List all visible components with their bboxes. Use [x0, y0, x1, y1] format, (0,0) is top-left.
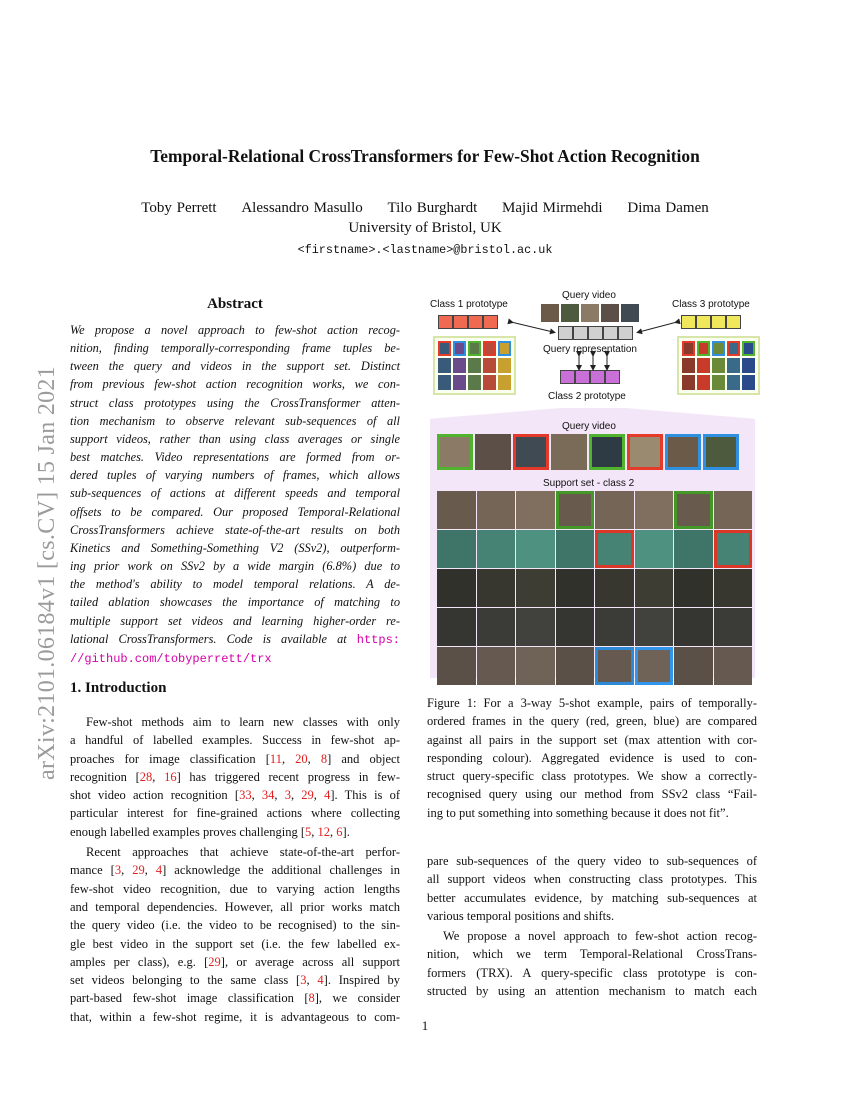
support-frame — [437, 491, 476, 529]
text-line: gle best video in the support set (i.e. the few labelled ex- — [70, 936, 400, 951]
section-heading-introduction: 1. Introduction — [70, 680, 167, 696]
video-frame-thumbnail — [727, 341, 740, 356]
class3-support-frames — [677, 336, 760, 395]
abstract-line: tween the query and videos in the support set. Distinct — [70, 359, 400, 374]
support-frame — [437, 569, 476, 607]
video-frame-thumbnail — [438, 375, 451, 390]
video-frame-thumbnail — [453, 375, 466, 390]
video-frame-thumbnail — [498, 358, 511, 373]
support-frame — [635, 569, 674, 607]
author-list — [0, 200, 850, 217]
query-frame — [589, 434, 625, 470]
text-line: struct query-specific class prototypes. We show a correctly- — [427, 769, 757, 784]
query-frame — [513, 434, 549, 470]
video-frame-thumbnail — [468, 375, 481, 390]
query-frame — [665, 434, 701, 470]
label-class2-prototype: Class 2 prototype — [548, 391, 626, 402]
text-line: enough labelled examples proves challenging [5, 12, 6]. — [70, 824, 350, 839]
support-frame — [595, 530, 634, 568]
text-line: ordered frames in the query (red, green, blue) are compared — [427, 714, 757, 729]
support-frame — [674, 569, 713, 607]
text-line: set videos belonging to the same class [3, 4]. Inspired by — [70, 973, 400, 988]
video-frame-thumbnail — [727, 375, 740, 390]
video-frame-thumbnail — [682, 375, 695, 390]
support-frame — [437, 608, 476, 646]
query-frame — [627, 434, 663, 470]
abstract-line: Kinetics and Something-Something V2 (SSv2), outperform- — [70, 540, 400, 555]
support-frame — [477, 608, 516, 646]
support-video-row — [437, 647, 752, 685]
support-frame — [556, 608, 595, 646]
support-frame — [674, 647, 713, 685]
text-line: few-shot video recognition, due to varying action lengths — [70, 881, 400, 896]
page-number: 1 — [421, 1018, 429, 1033]
text-line: shot video action recognition [33, 34, 3, 29, 4]. This is of — [70, 788, 401, 803]
right-column-para1 — [427, 852, 757, 925]
text-line: We propose a novel approach to few-shot action recog- — [443, 929, 757, 943]
label-query-video: Query video — [562, 421, 616, 432]
abstract-line: sub-sequences of actions at different speeds and temporal — [70, 486, 400, 501]
abstract-line: support videos, rather than using class averages or single — [70, 431, 400, 446]
text-line: proaches for image classification [11, 20, 8] and object — [70, 751, 401, 766]
text-line: that, within a few-shot regime, it is advantageous to com- — [70, 1009, 400, 1024]
abstract-line: the method's ability to model temporal relations. A de- — [70, 577, 400, 592]
support-video-row — [437, 608, 752, 646]
figure-1 — [427, 288, 758, 678]
support-frame — [516, 647, 555, 685]
support-frame — [714, 530, 753, 568]
abstract-line: best matches. Video representations are formed from or- — [70, 450, 400, 465]
text-line: mance [3, 29, 4] acknowledge the additional challenges in — [70, 863, 401, 878]
support-video-row — [437, 530, 752, 568]
paper-title: Temporal-Relational CrossTransformers for Few-Shot Action Recognition — [150, 146, 700, 166]
video-frame-thumbnail — [498, 375, 511, 390]
text-line: Few-shot methods aim to learn new classes with only — [86, 715, 400, 729]
video-frame-thumbnail — [712, 358, 725, 373]
text-line: amples per class), e.g. [29], or average across all support — [70, 954, 400, 969]
text-line: against all pairs in the support set (max attention with cor- — [427, 732, 757, 747]
video-frame-thumbnail — [483, 341, 496, 356]
video-frame-thumbnail — [468, 341, 481, 356]
author-name: Majid Mirmehdi — [502, 200, 603, 216]
support-frame — [437, 647, 476, 685]
code-link-part1[interactable]: https: — [356, 632, 400, 647]
video-frame-thumbnail — [483, 358, 496, 373]
text-line: various temporal positions and shifts. — [427, 908, 615, 923]
arxiv-identifier: arXiv:2101.06184v1 [cs.CV] 15 Jan 2021 — [34, 365, 60, 780]
support-frame — [477, 491, 516, 529]
support-frame — [595, 608, 634, 646]
abstract-body — [70, 321, 400, 668]
label-query-representation: Query representation — [543, 344, 637, 355]
label-class1-prototype: Class 1 prototype — [430, 299, 508, 310]
video-frame-thumbnail — [712, 341, 725, 356]
text-line: Recent approaches that achieve state-of-the-art perfor- — [86, 845, 400, 860]
text-line: particular interest for fine-grained actions where collecting — [70, 806, 400, 821]
abstract-line: nition, finding temporally-corresponding frame tuples be- — [70, 341, 400, 356]
support-frame — [595, 569, 634, 607]
support-frame — [595, 647, 634, 685]
video-frame-thumbnail — [682, 341, 695, 356]
abstract-line: lational CrossTransformers. Code is available at https: — [70, 631, 400, 647]
code-link-part2[interactable]: //github.com/tobyperrett/trx — [70, 651, 272, 666]
text-line: recognition [28, 16] has triggered recent progress in few- — [70, 769, 400, 784]
video-frame-thumbnail — [468, 358, 481, 373]
abstract-line: CrossTransformers achieve state-of-the-art results on both — [70, 522, 400, 537]
query-video-frames — [437, 434, 739, 470]
video-frame-thumbnail — [453, 358, 466, 373]
abstract-line: tailed ablation showcases the importance of matching to — [70, 595, 400, 610]
support-frame — [437, 530, 476, 568]
text-line: responding colour). Aggregated evidence is used to con- — [427, 750, 757, 765]
query-frame — [703, 434, 739, 470]
abstract-line: We propose a novel approach to few-shot action recog- — [70, 323, 400, 337]
support-frame — [674, 491, 713, 529]
abstract-line: offsets to be compared. Our proposed Temporal-Relational — [70, 504, 400, 519]
support-frame — [477, 530, 516, 568]
support-frame — [635, 491, 674, 529]
text-line: formers (TRX). A query-specific class prototype is con- — [427, 965, 757, 980]
video-frame-thumbnail — [697, 358, 710, 373]
query-frame — [437, 434, 473, 470]
abstract-line — [70, 649, 400, 668]
text-line: part-based few-shot image classification [8], we consider — [70, 991, 400, 1006]
support-frame — [635, 647, 674, 685]
affiliation: University of Bristol, UK — [348, 220, 502, 236]
author-name: Dima Damen — [627, 200, 709, 216]
support-frame — [556, 569, 595, 607]
abstract-line: struct class prototypes using the CrossTransformer atten- — [70, 395, 400, 410]
text-line: all support videos when constructing class prototypes. This — [427, 872, 757, 887]
query-frame — [475, 434, 511, 470]
support-frame — [516, 569, 555, 607]
support-frame — [595, 491, 634, 529]
support-frame — [516, 530, 555, 568]
abstract-heading: Abstract — [207, 296, 263, 312]
video-frame-thumbnail — [682, 358, 695, 373]
support-frame — [635, 608, 674, 646]
arrow-class1 — [511, 322, 553, 332]
video-frame-thumbnail — [438, 341, 451, 356]
video-frame-thumbnail — [697, 341, 710, 356]
class1-support-frames — [433, 336, 516, 395]
text-line: Figure 1: For a 3-way 5-shot example, pairs of temporally- — [427, 696, 757, 710]
support-frame — [556, 491, 595, 529]
abstract-line: multiple support set videos and learning higher-order re- — [70, 613, 400, 628]
author-name: Alessandro Masullo — [241, 200, 363, 216]
author-email: <firstname>.<lastname>@bristol.ac.uk — [297, 243, 553, 257]
query-frame — [551, 434, 587, 470]
video-frame-thumbnail — [742, 358, 755, 373]
abstract-line: from previous few-shot action recognition works, we con- — [70, 377, 400, 392]
figure-caption — [427, 694, 757, 822]
text-line: better accumulates evidence, by matching sub-sequences at — [427, 890, 757, 905]
label-query-video-top: Query video — [562, 290, 616, 301]
support-frame — [477, 647, 516, 685]
abstract-line: tion mechanism to observe relevant sub-sequences of all — [70, 413, 400, 428]
abstract-line: ing prior work on SSv2 by a wide margin (6.8%) due to — [70, 559, 400, 574]
support-frame — [556, 647, 595, 685]
video-frame-thumbnail — [742, 341, 755, 356]
video-frame-thumbnail — [438, 358, 451, 373]
support-frame — [714, 569, 753, 607]
support-frame — [516, 491, 555, 529]
label-support-set: Support set - class 2 — [543, 478, 635, 489]
support-video-row — [437, 491, 752, 529]
text-line: structed by using an attention mechanism to match each — [427, 983, 757, 998]
support-frame — [556, 530, 595, 568]
author-name: Tilo Burghardt — [387, 200, 478, 216]
support-frame — [674, 608, 713, 646]
support-frame — [674, 530, 713, 568]
label-class3-prototype: Class 3 prototype — [672, 299, 750, 310]
text-line: recognised query using our method from SSv2 class “Fail- — [427, 787, 757, 802]
text-line: pare sub-sequences of the query video to sub-sequences of — [427, 854, 757, 868]
support-video-row — [437, 569, 752, 607]
video-frame-thumbnail — [712, 375, 725, 390]
video-frame-thumbnail — [453, 341, 466, 356]
text-line: the query video (i.e. the video to be recognised) to the sin- — [70, 918, 400, 933]
text-line: nition, which we term Temporal-Relational CrossTrans- — [427, 947, 757, 962]
author-name: Toby Perrett — [141, 200, 217, 216]
right-column-para2 — [427, 927, 757, 1000]
video-frame-thumbnail — [727, 358, 740, 373]
video-frame-thumbnail — [483, 375, 496, 390]
support-frame — [477, 569, 516, 607]
text-line: and temporal dependencies. However, all prior works match — [70, 899, 400, 914]
text-line: a handful of labelled examples. Success in few-shot ap- — [70, 733, 400, 748]
support-frame — [635, 530, 674, 568]
abstract-line: dered tuples of varying numbers of frames, which allows — [70, 468, 400, 483]
intro-text-left — [70, 713, 400, 1026]
text-line: ing to put something into something because it does not fit”. — [427, 805, 729, 820]
video-frame-thumbnail — [498, 341, 511, 356]
support-frame — [516, 608, 555, 646]
support-frame — [714, 608, 753, 646]
arrow-class3 — [639, 322, 677, 332]
support-frame — [714, 647, 753, 685]
video-frame-thumbnail — [742, 375, 755, 390]
video-frame-thumbnail — [697, 375, 710, 390]
support-frame — [714, 491, 753, 529]
